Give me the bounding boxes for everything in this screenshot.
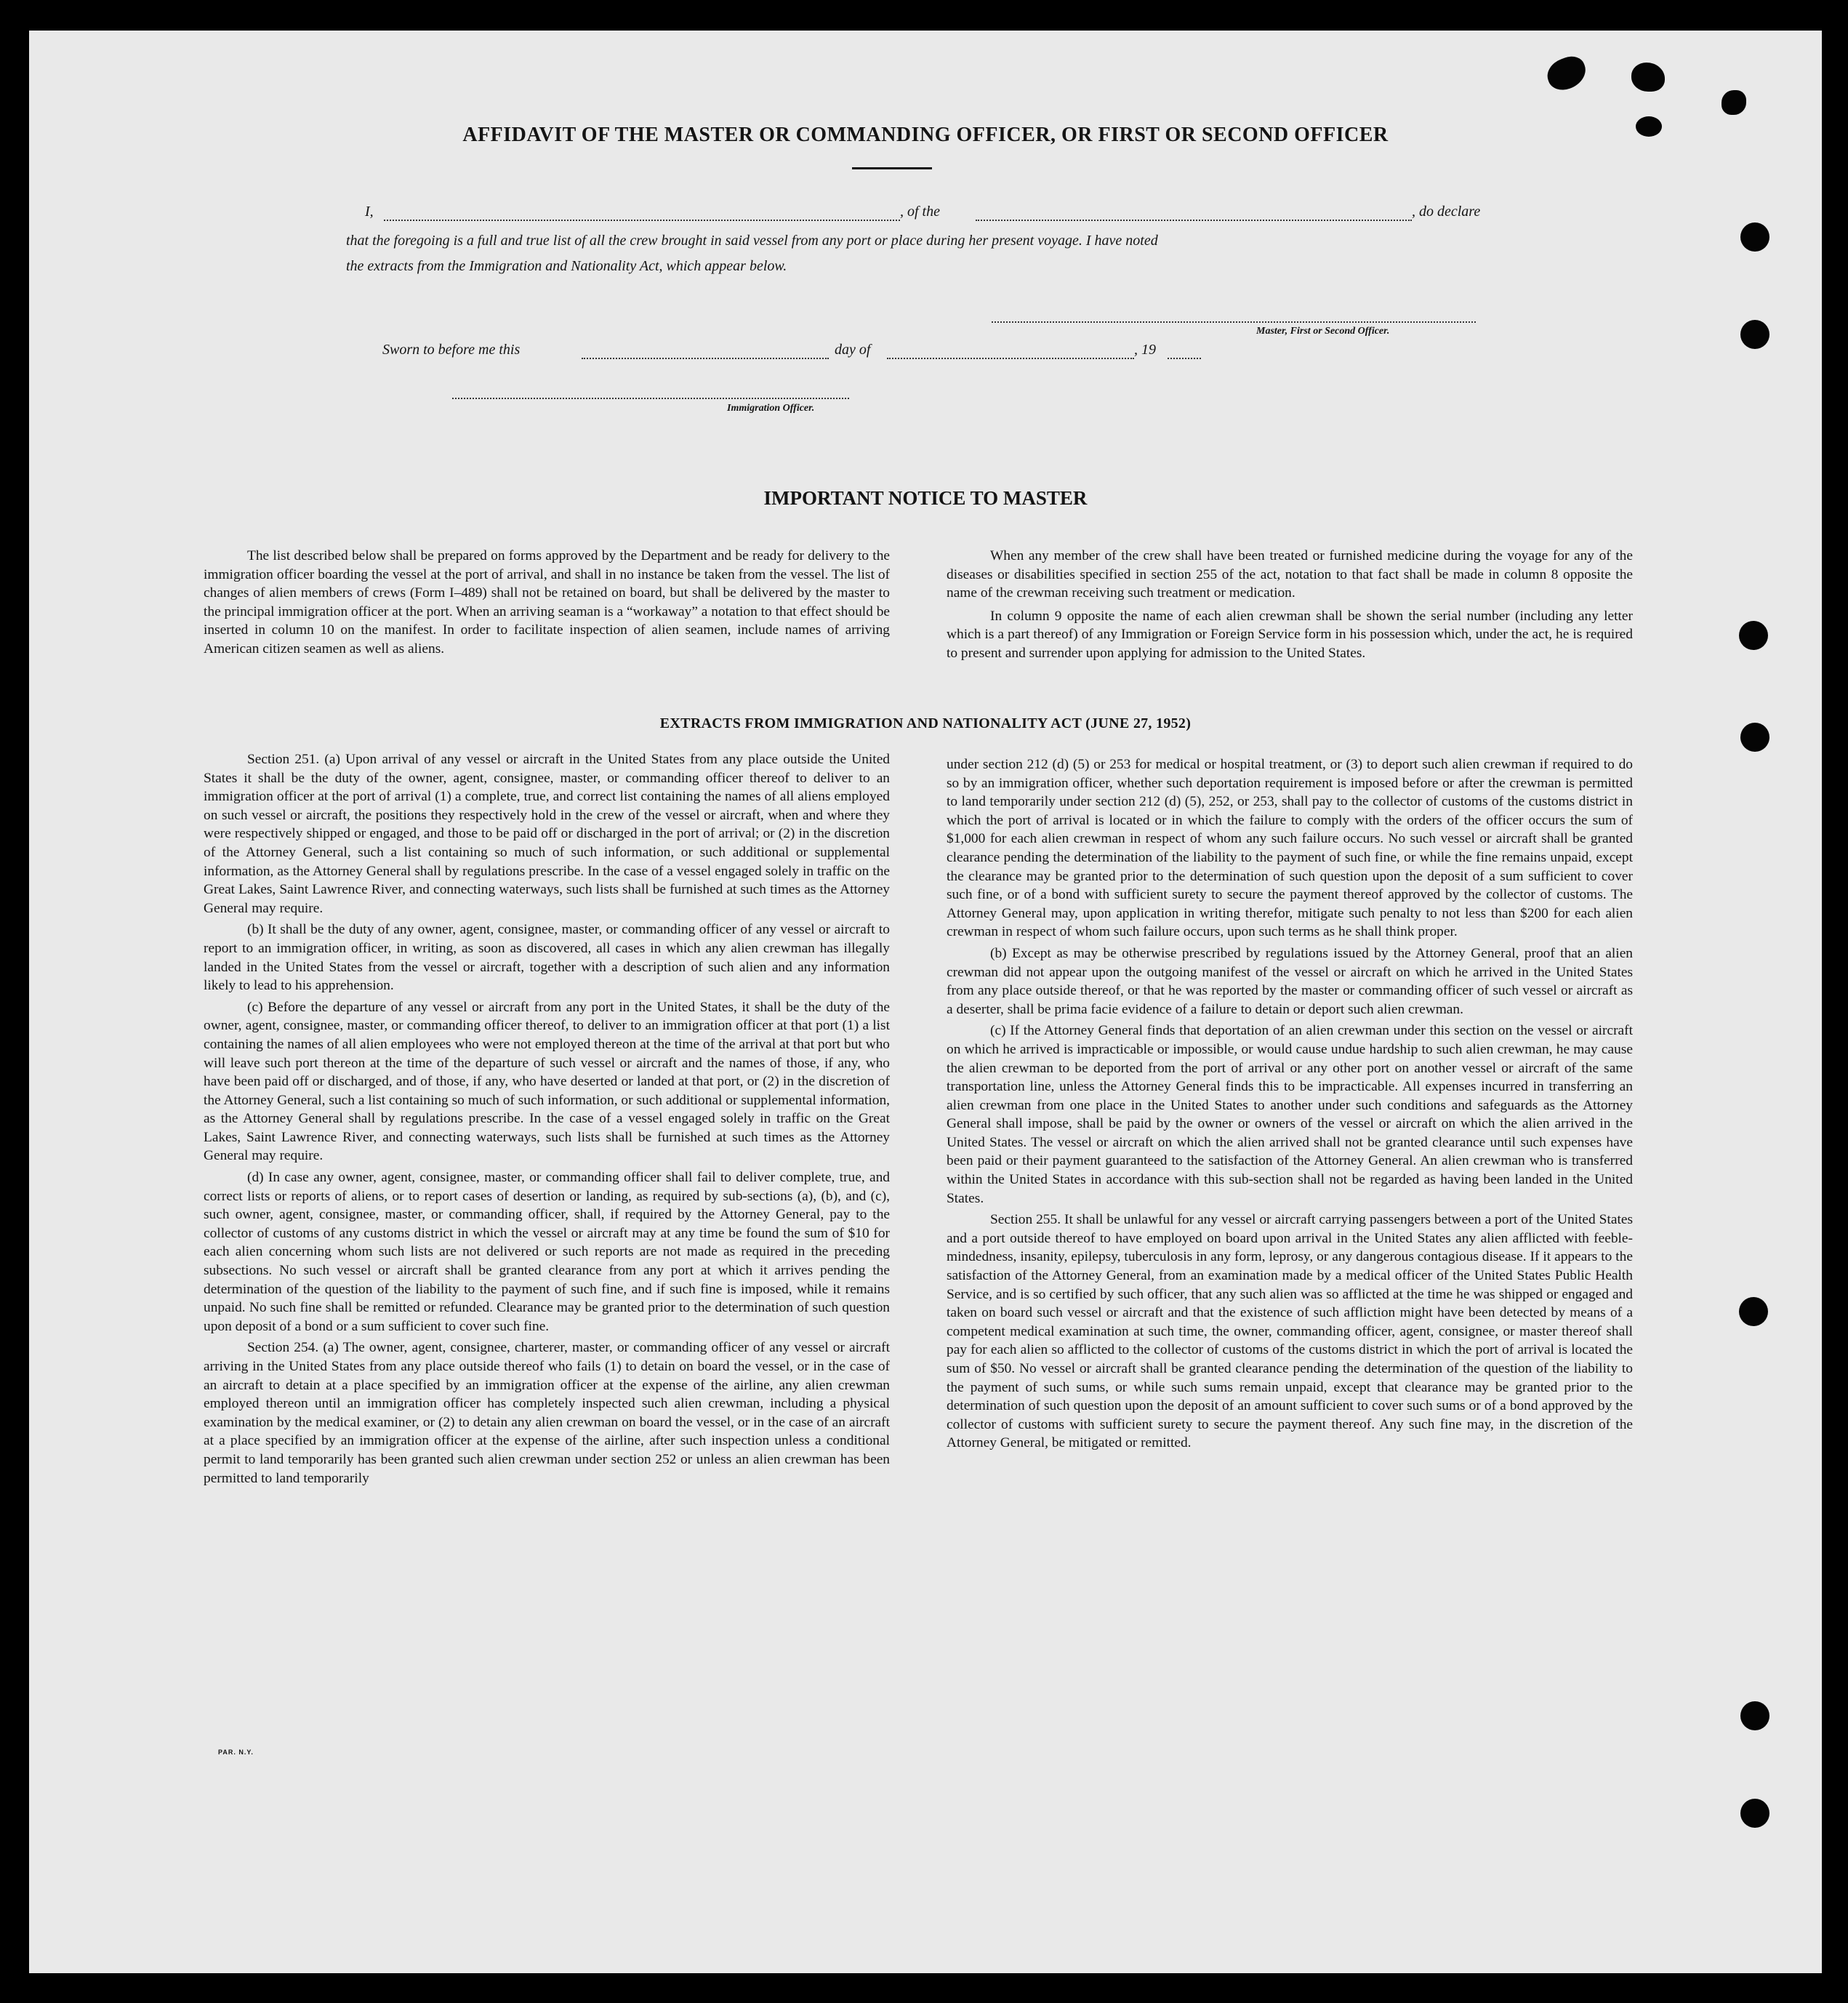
section-251-c: (c) Before the departure of any vessel or aircraft from any port in the United States, it shall be the duty of the owner, agent, consignee, master, or commanding officer thereof, to deliver to an immigration officer at that port (1) a list containing the names of all alien employees who were not employed thereon at the time of the arrival at that port but who will leave such port thereon at the time of the departure of such vessel or aircraft and the names of those, if any, who have been paid off or discharged, and of those, if any, who have deserted or landed at that port, or (2) in the discretion of the Attorney General, such a list containing so much of such information, or such additional or supplemental information, as the Attorney General shall by regulations prescribe. In the case of a vessel engaged solely in traffic on the Great Lakes, Saint Lawrence River, and connecting waterways, such lists shall be furnished at such times as the Attorney General may require. <box>204 999 890 1164</box>
declaration-line: the extracts from the Immigration and Nationality Act, which appear below. <box>346 258 787 274</box>
master-signature-line[interactable] <box>992 321 1476 323</box>
extracts-right-column <box>947 755 1633 1456</box>
name-field[interactable] <box>384 220 900 221</box>
declaration-line: that the foregoing is a full and true list of all the crew brought in said vessel from any port or place during her present voyage. I have noted <box>346 233 1158 249</box>
extracts-title: EXTRACTS FROM IMMIGRATION AND NATIONALITY ACT (JUNE 27, 1952) <box>659 715 1192 731</box>
torn-mark <box>1543 52 1590 95</box>
section-254-c: (c) If the Attorney General finds that deportation of an alien crewman under this section on the vessel or aircraft on which he arrived is impracticable or impossible, or would cause undue hardship to such alien crewman, he may cause the alien crewman to be deported from the port of arrival or any other port on another vessel or aircraft of the same transportation line, unless the Attorney General finds this to be impracticable. All expenses incurred in transferring an alien crewman from one place in the United States to another under such conditions and safeguards as the Attorney General shall impose, shall be paid by the owner or owners of the vessel or aircraft on which the alien arrived in the United States. The vessel or aircraft on which the alien arrived shall not be granted clearance until such expenses have been paid or their payment guaranteed to the satisfaction of the Attorney General. An alien crewman who is transferred within the United States in accordance with this sub-section shall not be regarded as having been landed in the United States. <box>947 1023 1633 1206</box>
i-label: I, <box>365 204 374 220</box>
punch-hole <box>1740 1701 1769 1730</box>
affidavit-title: AFFIDAVIT OF THE MASTER OR COMMANDING OFFICER, OR FIRST OR SECOND OFFICER <box>462 124 1389 146</box>
section-254-a: Section 254. (a) The owner, agent, consignee, charterer, master, or commanding officer of any vessel or aircraft arriving in the United States from any place outside thereof who fails (1) to detain on board the vessel, or in the case of an aircraft to detain at a place specified by an immigration officer at the expense of the airline, any alien crewman employed thereon until an immigration officer has completely inspected such alien crewman, including a physical examination by the medical examiner, or (2) to detain any alien crewman on board the vessel, or in the case of an aircraft at a place specified by an immigration officer at the expense of the airline, after such inspection unless a conditional permit to land temporarily has been granted such alien crewman under section 252 or unless an alien crewman has been permitted to land temporarily <box>204 1340 890 1486</box>
day-of-label: day of <box>835 342 871 358</box>
officer-signature-line[interactable] <box>452 398 849 399</box>
form-code: PAR. N.Y. <box>218 1749 254 1756</box>
notice-paragraph: When any member of the crew shall have been treated or furnished medicine during the voyage for any of the diseases or disabilities specified in section 255 of the act, notation to that fact shall be made in column 8 opposite the name of the crewman receiving such treatment or medication. <box>947 548 1633 601</box>
notice-left-column <box>204 547 890 662</box>
sworn-label: Sworn to before me this <box>382 342 521 358</box>
title-rule <box>852 167 932 169</box>
year-field[interactable] <box>1168 358 1201 359</box>
section-254-a-continued: under section 212 (d) (5) or 253 for medical or hospital treatment, or (3) to deport such alien crewman if required to do so by an immigration officer, whether such deportation requirement is imposed before or after the crewman is permitted to land temporarily under section 212 (d) (5), 252, or 253, shall pay to the collector of customs of the customs district in which the port of arrival is located or in which the failure to comply with the orders of the officer occurs the sum of $1,000 for each alien crewman in respect of whom any such failure occurs. No such vessel or aircraft shall be granted clearance pending the determination of the liability to the payment of such fine, or while the fine remains unpaid, except the clearance may be granted prior to the determination of such question upon the deposit of a sum sufficient to cover such fine, or of a bond with sufficient surety to secure the payment thereof approved by the collector of customs. The Attorney General may, upon application in writing therefor, mitigate such penalty to not less than $200 for each alien crewman in respect of whom such failure occurs, upon such terms as he shall think proper. <box>947 757 1633 940</box>
master-signature-caption: Master, First or Second Officer. <box>1256 326 1390 337</box>
notice-paragraph: In column 9 opposite the name of each alien crewman shall be shown the serial number (including any letter which is a part thereof) of any Immigration or Foreign Service form in his possession which, under the act, he is required to present and surrender upon applying for admission to the United States. <box>947 608 1633 661</box>
punch-hole <box>1740 320 1769 349</box>
do-declare-label: , do declare <box>1412 204 1481 220</box>
torn-mark <box>1631 63 1665 92</box>
sworn-date-field[interactable] <box>582 358 829 359</box>
section-251-a: Section 251. (a) Upon arrival of any vessel or aircraft in the United States from any place outside the United States it shall be the duty of the owner, agent, consignee, master, or commanding officer thereof to deliver to an immigration officer at the port of arrival (1) a complete, true, and correct list containing the names of all aliens employed on such vessel or aircraft, the positions they respectively hold in the crew of the vessel or aircraft, when and where they were respectively shipped or engaged, and those to be paid off or discharged in the port of arrival; or (2) in the discretion of the Attorney General, such a list containing so much of such information, or such additional or supplemental information, as the Attorney General shall by regulations prescribe. In the case of a vessel engaged solely in traffic on the Great Lakes, Saint Lawrence River, and connecting waterways, such lists shall be furnished at such times as the Attorney General may require. <box>204 752 890 916</box>
notice-paragraph: The list described below shall be prepared on forms approved by the Department and be ready for delivery to the immigration officer boarding the vessel at the port of arrival, and shall in no instance be taken from the vessel. The list of changes of alien members of crews (Form I–489) shall not be retained on board, but shall be delivered by the master to the principal immigration officer at the port. When an arriving seaman is a “workaway” a notation to that effect should be inserted in column 10 on the manifest. In order to facilitate inspection of alien seamen, include names of arriving American citizen seamen as well as aliens. <box>204 548 890 657</box>
torn-mark <box>1722 90 1746 115</box>
extracts-left-column <box>204 750 890 1490</box>
punch-hole <box>1739 621 1768 650</box>
section-254-b: (b) Except as may be otherwise prescribed by regulations issued by the Attorney General, proof that an alien crewman did not appear upon the outgoing manifest of the vessel or aircraft on which he arrived in the United States from any place outside thereof, or that he was reported by the master or commanding officer of such vessel or aircraft as a deserter, shall be prima facie evidence of a failure to detain or deport such alien crewman. <box>947 945 1633 1017</box>
month-field[interactable] <box>887 358 1134 359</box>
section-255: Section 255. It shall be unlawful for any vessel or aircraft carrying passengers between a port of the United States and a port outside thereof to have employed on board upon arrival in the United States any alien afflicted with feeble-mindedness, insanity, epilepsy, tuberculosis in any form, leprosy, or any dangerous contagious disease. If it appears to the satisfaction of the Attorney General, from an examination made by a medical officer of the United States Public Health Service, and is so certified by such officer, that any such alien was so afflicted at the time he was shipped or engaged and taken on board such vessel or aircraft and that the existence of such affliction might have been detected by means of a competent medical examination at such time, the owner, commanding officer, agent, consignee, or master thereof shall pay for each alien so afflicted to the collector of customs of the customs district in which the port of arrival is located the sum of $50. No vessel or aircraft shall be granted clearance pending the determination of the question of the liability to the payment of such sums, or while such sums remain unpaid, except that clearance may be granted prior to the determination of such question upon the deposit of an amount sufficient to cover such sums or of a bond approved by the collector of customs with sufficient surety to secure the payment thereof. Any such fine may, in the discretion of the Attorney General, be mitigated or remitted. <box>947 1212 1633 1451</box>
notice-title: IMPORTANT NOTICE TO MASTER <box>763 487 1088 509</box>
section-251-b: (b) It shall be the duty of any owner, agent, consignee, master, or commanding officer of any vessel or aircraft to report to an immigration officer, in writing, as soon as discovered, all cases in which any alien crewman has illegally landed in the United States from the vessel or aircraft, together with a description of such alien and any information likely to lead to his apprehension. <box>204 922 890 994</box>
section-251-d: (d) In case any owner, agent, consignee, master, or commanding officer shall fail to deliver complete, true, and correct lists or reports of aliens, or to report cases of desertion or landing, as required by sub-sections (a), (b), and (c), such owner, agent, consignee, master, or commanding officer, shall, if required by the Attorney General, pay to the collector of customs of any customs district in which the vessel or aircraft may at any time be found the sum of $10 for each alien concerning whom such lists are not delivered or such reports are not made as required in the preceding subsections. No such vessel or aircraft shall be granted clearance from any port at which it arrives pending the determination of the question of the liability to the payment of such fine, and if such fine is imposed, while it remains unpaid. No such fine shall be remitted or refunded. Clearance may be granted prior to the determination of such question upon deposit of a bond or a sum sufficient to cover such fine. <box>204 1170 890 1334</box>
year-label: , 19 <box>1134 342 1156 358</box>
of-the-label: , of the <box>900 204 940 220</box>
document-page <box>29 31 1822 1973</box>
punch-hole <box>1739 1297 1768 1326</box>
notice-right-column <box>947 547 1633 666</box>
punch-hole <box>1740 222 1769 252</box>
vessel-field[interactable] <box>976 220 1412 221</box>
officer-signature-caption: Immigration Officer. <box>727 403 815 414</box>
punch-hole <box>1740 1799 1769 1828</box>
